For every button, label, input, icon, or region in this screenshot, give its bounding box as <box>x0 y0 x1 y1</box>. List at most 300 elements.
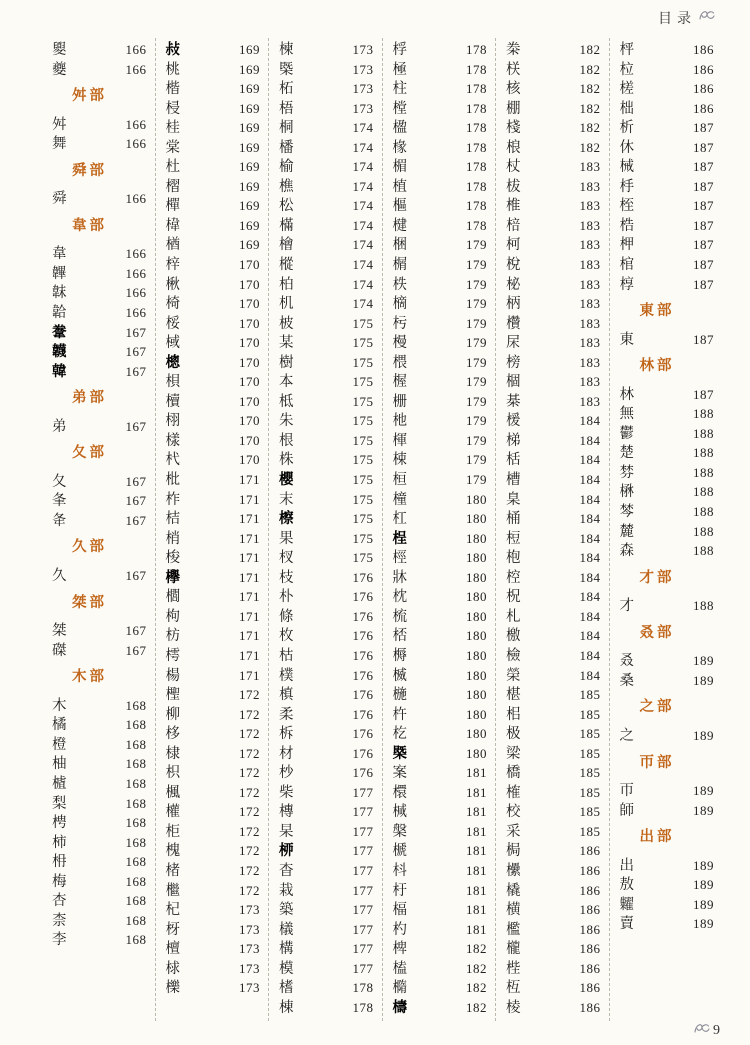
toc-entry <box>620 522 715 542</box>
toc-entry <box>393 998 488 1018</box>
entry-page-number: 188 <box>693 504 714 520</box>
ornament-icon <box>698 8 716 28</box>
entry-page-number: 180 <box>466 491 487 507</box>
toc-entry <box>506 587 601 607</box>
toc-entry <box>393 841 488 861</box>
toc-entry <box>620 60 715 80</box>
entry-character: 桑 <box>619 672 634 689</box>
toc-entry <box>620 385 715 405</box>
entry-character: 師 <box>619 802 634 819</box>
toc-entry <box>279 763 374 783</box>
toc-entry <box>393 392 488 412</box>
entry-page-number: 179 <box>466 276 487 292</box>
entry-character: 栘 <box>165 726 180 743</box>
entry-page-number: 170 <box>239 296 260 312</box>
entry-character: 柯 <box>506 237 521 254</box>
toc-entry <box>393 607 488 627</box>
toc-entry <box>393 959 488 979</box>
toc-entry <box>393 235 488 255</box>
entry-character: 樝 <box>52 775 67 792</box>
section-header: 叒部 <box>639 624 675 641</box>
toc-entry <box>506 822 601 842</box>
toc-entry <box>506 783 601 803</box>
entry-page-number: 179 <box>466 393 487 409</box>
entry-character: 枓 <box>392 862 407 879</box>
toc-entry <box>166 411 261 431</box>
entry-page-number: 173 <box>239 960 260 976</box>
entry-page-number: 170 <box>239 276 260 292</box>
entry-page-number: 185 <box>579 745 601 761</box>
entry-page-number: 177 <box>352 882 374 898</box>
entry-page-number: 168 <box>125 736 147 752</box>
entry-page-number: 171 <box>239 569 260 585</box>
entry-character: 椁 <box>619 276 634 293</box>
entry-character: 橦 <box>392 491 407 508</box>
entry-page-number: 188 <box>693 464 714 480</box>
entry-character: 横 <box>506 902 521 919</box>
toc-entry <box>166 705 261 725</box>
entry-page-number: 169 <box>239 159 260 175</box>
entry-page-number: 187 <box>693 276 714 292</box>
toc-entry <box>279 509 374 529</box>
entry-character: 桺 <box>279 843 294 860</box>
toc-entry <box>393 920 488 940</box>
entry-character: 杝 <box>392 413 407 430</box>
toc-entry <box>620 196 715 216</box>
entry-character: 桶 <box>506 511 521 528</box>
toc-column-4 <box>382 38 496 1021</box>
toc-entry <box>620 463 715 483</box>
entry-page-number: 181 <box>466 921 487 937</box>
entry-character: 杽 <box>619 178 634 195</box>
entry-page-number: 186 <box>579 960 601 976</box>
entry-page-number: 168 <box>125 893 147 909</box>
entry-character: 柲 <box>506 276 521 293</box>
toc-entry <box>279 275 374 295</box>
toc-entry <box>166 509 261 529</box>
toc-entry <box>506 939 601 959</box>
entry-page-number: 180 <box>466 511 487 527</box>
entry-page-number: 175 <box>352 472 374 488</box>
entry-page-number: 189 <box>693 916 714 932</box>
toc-entry <box>620 596 715 616</box>
entry-character: 韎 <box>52 285 67 302</box>
toc-entry <box>279 646 374 666</box>
entry-page-number: 179 <box>466 296 487 312</box>
toc-entry <box>52 323 147 343</box>
entry-page-number: 180 <box>466 687 487 703</box>
toc-entry <box>620 482 715 502</box>
toc-entry <box>620 177 715 197</box>
toc-entry <box>393 900 488 920</box>
entry-character: 榼 <box>392 960 407 977</box>
section-header: 韋部 <box>72 217 107 234</box>
toc-entry <box>279 196 374 216</box>
entry-page-number: 171 <box>239 647 260 663</box>
entry-page-number: 180 <box>466 569 487 585</box>
entry-page-number: 184 <box>579 472 601 488</box>
entry-page-number: 168 <box>125 815 147 831</box>
entry-character: 枋 <box>165 628 180 645</box>
entry-character: 欙 <box>506 862 521 879</box>
entry-page-number: 167 <box>125 344 147 360</box>
entry-character: 杘 <box>506 335 521 352</box>
entry-character: 楮 <box>165 862 180 879</box>
entry-character: 梭 <box>165 550 180 567</box>
entry-character: 柰 <box>52 912 67 929</box>
entry-page-number: 175 <box>352 550 374 566</box>
toc-entry <box>506 275 601 295</box>
toc-entry <box>393 333 488 353</box>
entry-character: 楚 <box>619 445 634 462</box>
entry-page-number: 176 <box>352 647 374 663</box>
toc-entry <box>52 641 147 661</box>
toc-entry <box>166 744 261 764</box>
entry-character: 舞 <box>52 136 67 153</box>
toc-entry <box>393 724 488 744</box>
toc-entry <box>506 920 601 940</box>
entry-page-number: 175 <box>352 315 374 331</box>
entry-character: 檮 <box>392 999 407 1016</box>
toc-entry <box>620 235 715 255</box>
entry-character: 榍 <box>392 257 407 274</box>
toc-entry <box>393 411 488 431</box>
entry-character: 枕 <box>392 589 407 606</box>
entry-character: 楙 <box>619 484 634 501</box>
entry-character: 桐 <box>279 120 294 137</box>
toc-entry <box>166 724 261 744</box>
entry-page-number: 172 <box>239 784 260 800</box>
page-number: 9 <box>713 1023 720 1038</box>
toc-entry <box>620 651 715 671</box>
toc-entry <box>279 744 374 764</box>
toc-entry <box>393 216 488 236</box>
page-footer <box>693 1021 720 1041</box>
entry-character: 棟 <box>279 999 294 1016</box>
entry-page-number: 172 <box>239 843 260 859</box>
entry-page-number: 174 <box>352 120 374 136</box>
entry-page-number: 187 <box>693 331 714 347</box>
toc-entry <box>620 726 715 746</box>
entry-character: 椲 <box>165 217 180 234</box>
entry-character: 析 <box>619 120 634 137</box>
entry-character: 柭 <box>506 178 521 195</box>
entry-character: 東 <box>619 331 634 348</box>
section-header: 久部 <box>72 539 107 556</box>
entry-character: 桱 <box>392 550 407 567</box>
entry-page-number: 166 <box>125 136 147 152</box>
entry-character: 枑 <box>506 980 521 997</box>
toc-entry <box>506 490 601 510</box>
toc-entry <box>393 939 488 959</box>
entry-character: 橘 <box>52 717 67 734</box>
entry-character: 樣 <box>165 432 180 449</box>
entry-page-number: 187 <box>693 257 714 273</box>
toc-entry <box>52 715 147 735</box>
entry-character: 柄 <box>506 296 521 313</box>
entry-page-number: 181 <box>466 784 487 800</box>
toc-entry <box>393 79 488 99</box>
toc-entry <box>506 138 601 158</box>
entry-character: 夅 <box>52 512 67 529</box>
entry-character: 株 <box>279 452 294 469</box>
entry-character: 樀 <box>392 296 407 313</box>
toc-entry <box>166 431 261 451</box>
entry-character: 榰 <box>279 980 294 997</box>
entry-page-number: 169 <box>239 139 260 155</box>
entry-page-number: 188 <box>693 406 714 422</box>
entry-character: 棚 <box>506 100 521 117</box>
entry-page-number: 182 <box>579 139 601 155</box>
toc-entry <box>52 189 147 209</box>
entry-character: 枰 <box>619 42 634 58</box>
toc-entry <box>166 470 261 490</box>
entry-page-number: 183 <box>579 178 601 194</box>
toc-entry <box>52 930 147 950</box>
entry-page-number: 167 <box>125 473 147 489</box>
toc-entry <box>393 822 488 842</box>
toc-entry <box>393 177 488 197</box>
entry-character: 械 <box>619 159 634 176</box>
entry-page-number: 170 <box>239 393 260 409</box>
entry-character: 構 <box>279 941 294 958</box>
entry-page-number: 174 <box>352 217 374 233</box>
entry-character: 帀 <box>619 783 634 800</box>
entry-page-number: 183 <box>579 296 601 312</box>
toc-entry <box>393 861 488 881</box>
entry-page-number: 181 <box>466 823 487 839</box>
toc-entry <box>506 548 601 568</box>
section-header: 帀部 <box>639 754 675 771</box>
entry-character: 梳 <box>392 608 407 625</box>
entry-page-number: 182 <box>466 980 487 996</box>
toc-entry <box>620 275 715 295</box>
entry-character: 梱 <box>392 237 407 254</box>
entry-page-number: 182 <box>579 120 601 136</box>
toc-entry <box>393 705 488 725</box>
entry-page-number: 177 <box>352 960 374 976</box>
toc-entry <box>279 822 374 842</box>
toc-entry <box>393 196 488 216</box>
entry-page-number: 173 <box>239 980 260 996</box>
entry-page-number: 174 <box>352 178 374 194</box>
toc-entry <box>393 118 488 138</box>
toc-entry <box>506 60 601 80</box>
entry-page-number: 189 <box>693 802 714 818</box>
toc-entry <box>52 491 147 511</box>
entry-character: 柙 <box>619 237 634 254</box>
toc-entry <box>506 255 601 275</box>
entry-page-number: 184 <box>579 530 601 546</box>
entry-character: 樘 <box>392 100 407 117</box>
entry-page-number: 170 <box>239 432 260 448</box>
toc-entry <box>506 333 601 353</box>
entry-page-number: 184 <box>579 511 601 527</box>
entry-page-number: 172 <box>239 706 260 722</box>
entry-page-number: 177 <box>352 784 374 800</box>
toc-entry <box>279 353 374 373</box>
entry-character: 楣 <box>392 159 407 176</box>
entry-character: 櫳 <box>506 941 521 958</box>
entry-page-number: 173 <box>239 941 260 957</box>
toc-entry <box>393 138 488 158</box>
entry-character: 棧 <box>506 120 521 137</box>
entry-character: 枹 <box>506 550 521 567</box>
entry-character: 檵 <box>165 882 180 899</box>
entry-character: 出 <box>619 857 634 874</box>
entry-page-number: 171 <box>239 472 260 488</box>
entry-character: 㮣 <box>279 61 294 78</box>
toc-entry <box>506 157 601 177</box>
section-header: 舛部 <box>72 88 107 105</box>
ornament-icon <box>693 1021 711 1041</box>
entry-page-number: 169 <box>239 217 260 233</box>
entry-character: 梖 <box>165 374 180 391</box>
entry-character: 槾 <box>392 335 407 352</box>
entry-page-number: 184 <box>579 452 601 468</box>
entry-page-number: 170 <box>239 335 260 351</box>
entry-page-number: 175 <box>352 432 374 448</box>
toc-entry <box>52 40 147 60</box>
entry-character: 机 <box>279 296 294 313</box>
entry-character: 楎 <box>392 432 407 449</box>
entry-character: 臬 <box>506 491 521 508</box>
entry-page-number: 189 <box>693 857 714 873</box>
entry-character: 杞 <box>165 902 180 919</box>
entry-page-number: 180 <box>466 706 487 722</box>
toc-entry <box>506 959 601 979</box>
entry-page-number: 169 <box>239 81 260 97</box>
toc-entry <box>52 794 147 814</box>
toc-entry <box>279 470 374 490</box>
section-header: 桀部 <box>72 594 107 611</box>
entry-page-number: 175 <box>352 335 374 351</box>
entry-page-number: 173 <box>352 81 374 97</box>
entry-page-number: 169 <box>239 120 260 136</box>
entry-character: 杜 <box>165 159 180 176</box>
toc-entry <box>279 685 374 705</box>
entry-page-number: 179 <box>466 472 487 488</box>
entry-character: 橇 <box>506 882 521 899</box>
entry-page-number: 186 <box>579 882 601 898</box>
entry-character: 韋 <box>52 246 67 263</box>
entry-character: 楃 <box>392 374 407 391</box>
entry-page-number: 171 <box>239 608 260 624</box>
entry-character: 桹 <box>506 139 521 156</box>
toc-entry <box>166 685 261 705</box>
entry-page-number: 189 <box>693 896 714 912</box>
toc-entry <box>279 783 374 803</box>
entry-page-number: 168 <box>125 873 147 889</box>
toc-columns <box>42 38 722 1021</box>
entry-page-number: 171 <box>239 667 260 683</box>
toc-column-5 <box>495 38 609 1021</box>
entry-page-number: 181 <box>466 804 487 820</box>
toc-entry <box>506 861 601 881</box>
toc-entry <box>620 99 715 119</box>
entry-page-number: 175 <box>352 374 374 390</box>
entry-character: 杖 <box>506 159 521 176</box>
toc-entry <box>166 275 261 295</box>
entry-character: 敊 <box>165 42 180 58</box>
entry-character: 栩 <box>165 413 180 430</box>
entry-character: 梁 <box>506 745 521 762</box>
entry-page-number: 188 <box>693 598 714 614</box>
entry-character: 材 <box>279 745 294 762</box>
entry-page-number: 179 <box>466 452 487 468</box>
entry-character: 桔 <box>165 511 180 528</box>
entry-character: 核 <box>506 81 521 98</box>
entry-page-number: 180 <box>466 550 487 566</box>
entry-character: 棝 <box>506 374 521 391</box>
entry-page-number: 187 <box>693 198 714 214</box>
toc-entry <box>166 216 261 236</box>
toc-entry <box>166 196 261 216</box>
toc-entry <box>279 333 374 353</box>
entry-character: 梏 <box>619 217 634 234</box>
toc-entry <box>166 450 261 470</box>
entry-character: 果 <box>279 530 294 547</box>
entry-character: 槎 <box>619 81 634 98</box>
entry-character: 棊 <box>506 393 521 410</box>
toc-entry <box>279 529 374 549</box>
entry-character: 賣 <box>619 916 634 933</box>
toc-entry <box>506 411 601 431</box>
entry-page-number: 179 <box>466 432 487 448</box>
entry-page-number: 179 <box>466 354 487 370</box>
entry-page-number: 171 <box>239 550 260 566</box>
entry-character: 本 <box>279 374 294 391</box>
entry-page-number: 176 <box>352 706 374 722</box>
toc-entry <box>166 118 261 138</box>
toc-entry <box>279 724 374 744</box>
entry-character: 梐 <box>506 960 521 977</box>
toc-entry <box>620 801 715 821</box>
entry-character: 林 <box>619 386 634 403</box>
entry-page-number: 177 <box>352 941 374 957</box>
entry-page-number: 175 <box>352 452 374 468</box>
entry-character: 极 <box>506 726 521 743</box>
entry-character: 棽 <box>619 504 634 521</box>
toc-entry <box>393 372 488 392</box>
entry-character: 棺 <box>619 257 634 274</box>
entry-character: 之 <box>619 727 634 744</box>
toc-entry <box>279 450 374 470</box>
toc-entry <box>620 502 715 522</box>
toc-entry <box>506 529 601 549</box>
entry-character: 櫝 <box>165 393 180 410</box>
entry-character: 夓 <box>52 42 67 58</box>
entry-page-number: 169 <box>239 61 260 77</box>
toc-entry <box>166 235 261 255</box>
entry-character: 枯 <box>279 647 294 664</box>
entry-page-number: 176 <box>352 765 374 781</box>
entry-page-number: 180 <box>466 608 487 624</box>
toc-entry <box>52 891 147 911</box>
toc-entry <box>620 79 715 99</box>
entry-page-number: 168 <box>125 854 147 870</box>
entry-page-number: 184 <box>579 569 601 585</box>
entry-page-number: 180 <box>466 667 487 683</box>
toc-entry <box>279 79 374 99</box>
entry-character: 楢 <box>165 237 180 254</box>
entry-character: 才 <box>619 598 634 615</box>
toc-entry <box>279 490 374 510</box>
toc-entry <box>620 914 715 934</box>
entry-character: 梯 <box>506 432 521 449</box>
toc-entry <box>52 244 147 264</box>
entry-page-number: 176 <box>352 589 374 605</box>
